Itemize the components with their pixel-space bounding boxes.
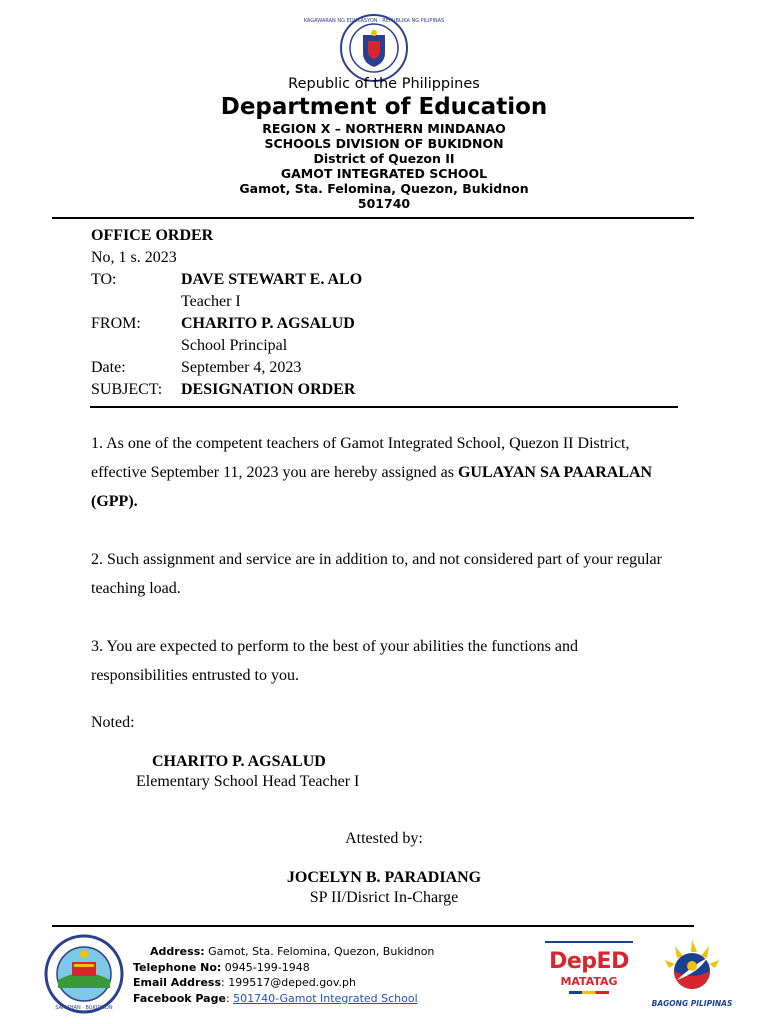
paragraph-1-text: effective September 11, 2023 you are hereby assigned as	[91, 464, 458, 481]
header-division: SCHOOLS DIVISION OF BUKIDNON	[264, 136, 504, 151]
attested-position: SP II/Disrict In-Charge	[309, 889, 459, 906]
paragraph-2	[91, 545, 691, 603]
footer-phone	[133, 960, 463, 976]
date-label: Date:	[91, 359, 126, 376]
footer-contact	[133, 944, 463, 1006]
from-position: School Principal	[181, 337, 288, 354]
header-school: GAMOT INTEGRATED SCHOOL	[280, 166, 488, 181]
paragraph-1	[91, 429, 691, 516]
school-seal-logo	[44, 934, 124, 1014]
footer-facebook	[133, 991, 463, 1007]
bagong-pilipinas-wordmark: BAGONG PILIPINAS	[651, 999, 733, 1008]
email-value: : 199517@deped.gov.ph	[221, 976, 357, 989]
to-position: Teacher I	[181, 293, 241, 310]
paragraph-2-line-2: teaching load.	[91, 580, 181, 597]
from-label: FROM:	[91, 315, 141, 332]
header-school-id: 501740	[357, 196, 411, 211]
address-label: Address:	[150, 945, 205, 958]
order-title: OFFICE ORDER	[91, 227, 214, 244]
footer-email	[133, 975, 463, 991]
svg-text:KAGAWARAN NG EDUKASYON · REPUB: KAGAWARAN NG EDUKASYON · REPUBLIKA NG PILIPINAS	[303, 18, 445, 24]
header-district: District of Quezon II	[313, 151, 455, 166]
subject-value: DESIGNATION ORDER	[181, 381, 356, 398]
bagong-pilipinas-emblem	[647, 936, 737, 992]
noted-position: Elementary School Head Teacher I	[136, 773, 360, 790]
noted-name: CHARITO P. AGSALUD	[152, 753, 326, 770]
paragraph-1-line-2	[91, 458, 691, 487]
phone-value: 0945-199-1948	[224, 960, 310, 974]
noted-label: Noted:	[91, 714, 135, 731]
header-divider	[52, 217, 694, 219]
deped-wordmark: DepED	[549, 949, 629, 974]
paragraph-1-line-3	[91, 487, 691, 516]
header-republic: Republic of the Philippines	[288, 76, 480, 92]
paragraph-3-line-2: responsibilities entrusted to you.	[91, 667, 299, 684]
header-address: Gamot, Sta. Felomina, Quezon, Bukidnon	[239, 181, 529, 196]
address-value: Gamot, Sta. Felomina, Quezon, Bukidnon	[208, 945, 435, 958]
header-department: Department of Education	[220, 94, 548, 120]
svg-text:SAMAHAN · BUKIDNON: SAMAHAN · BUKIDNON	[55, 1005, 113, 1011]
facebook-label: Facebook Page	[133, 991, 226, 1005]
date-value: September 4, 2023	[181, 359, 302, 376]
header-region: REGION X – NORTHERN MINDANAO	[262, 121, 506, 136]
facebook-link[interactable]: 501740-Gamot Integrated School	[233, 991, 418, 1005]
paragraph-2-line-1: 2. Such assignment and service are in addition to, and not considered part of your regular	[91, 551, 662, 568]
to-name: DAVE STEWART E. ALO	[181, 271, 363, 288]
deped-matatag-logo	[543, 941, 635, 1003]
paragraph-1-abbrev: (GPP).	[91, 493, 138, 510]
attested-name: JOCELYN B. PARADIANG	[286, 869, 482, 886]
bagong-pilipinas-logo	[647, 936, 737, 1006]
matatag-wordmark: MATATAG	[560, 975, 618, 988]
deped-seal-logo	[303, 13, 445, 83]
order-number: No, 1 s. 2023	[91, 249, 177, 266]
attested-label: Attested by:	[345, 830, 423, 847]
from-name: CHARITO P. AGSALUD	[181, 315, 355, 332]
paragraph-1-assignment: GULAYAN SA PAARALAN	[457, 464, 653, 481]
facebook-sep: :	[225, 991, 234, 1005]
paragraph-3	[91, 632, 691, 690]
memo-divider	[90, 406, 678, 408]
footer-divider	[52, 925, 694, 927]
phone-label: Telephone No:	[133, 960, 222, 974]
footer-address	[133, 944, 463, 960]
paragraph-1-line-1: 1. As one of the competent teachers of Gamot Integrated School, Quezon II District,	[91, 435, 630, 452]
paragraph-3-line-1: 3. You are expected to perform to the best of your abilities the functions and	[91, 638, 578, 655]
to-label: TO:	[91, 271, 117, 288]
email-label: Email Address	[133, 976, 222, 989]
subject-label: SUBJECT:	[91, 381, 163, 398]
